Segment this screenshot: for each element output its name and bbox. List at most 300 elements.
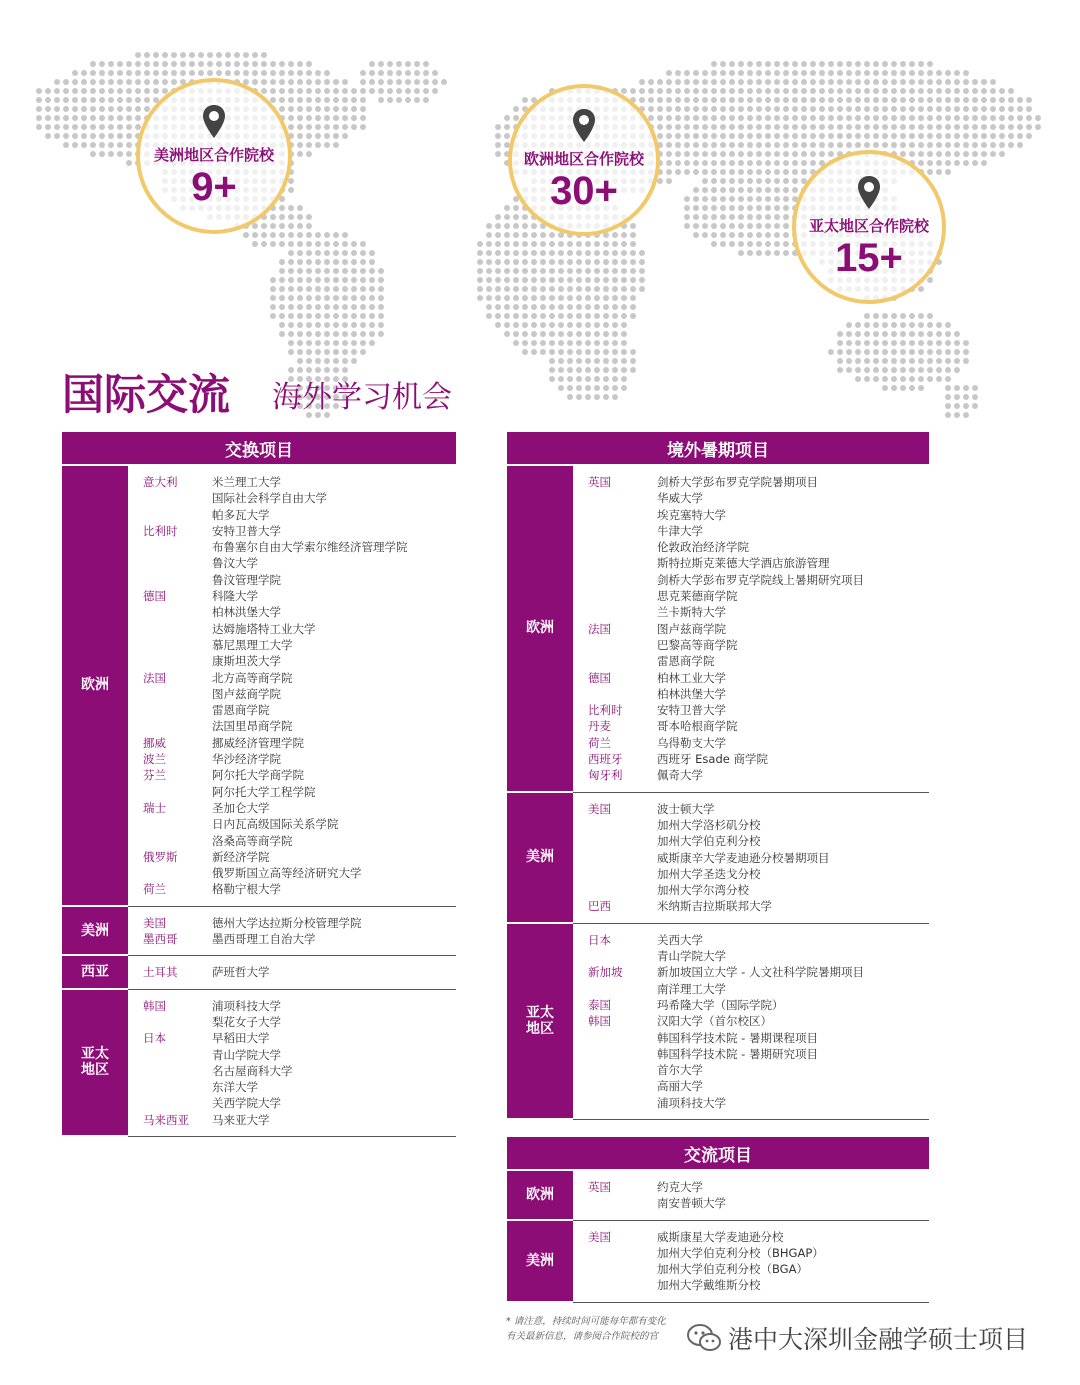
map-dot — [288, 214, 294, 220]
map-dot — [1008, 106, 1014, 112]
map-dot — [657, 124, 663, 130]
map-dot — [36, 106, 42, 112]
map-dot — [576, 340, 582, 346]
map-dot — [495, 232, 501, 238]
map-dot — [891, 124, 897, 130]
map-dot — [567, 259, 573, 265]
map-dot — [702, 169, 708, 175]
map-dot — [117, 115, 123, 121]
map-dot — [549, 295, 555, 301]
map-dot — [513, 322, 519, 328]
map-dot — [324, 304, 330, 310]
map-dot — [324, 124, 330, 130]
map-dot — [630, 250, 636, 256]
map-dot — [288, 97, 294, 103]
map-dot — [729, 61, 735, 67]
map-dot — [594, 322, 600, 328]
map-dot — [720, 214, 726, 220]
map-dot — [72, 106, 78, 112]
map-dot — [747, 79, 753, 85]
map-dot — [504, 133, 510, 139]
europe-partner-label: 欧洲地区合作院校 — [523, 149, 644, 168]
map-dot — [288, 61, 294, 67]
map-dot — [900, 70, 906, 76]
map-dot — [936, 97, 942, 103]
map-dot — [648, 79, 654, 85]
map-dot — [927, 358, 933, 364]
map-dot — [441, 79, 447, 85]
map-dot — [279, 88, 285, 94]
country-name: 德国 — [588, 670, 611, 685]
map-dot — [756, 70, 762, 76]
map-dot — [522, 259, 528, 265]
map-dot — [945, 358, 951, 364]
map-dot — [126, 88, 132, 94]
country-row — [128, 1030, 456, 1111]
map-dot — [36, 115, 42, 121]
map-dot — [90, 106, 96, 112]
map-dot — [927, 331, 933, 337]
map-dot — [774, 178, 780, 184]
map-dot — [747, 205, 753, 211]
map-dot — [954, 88, 960, 94]
map-dot — [477, 286, 483, 292]
map-dot — [117, 70, 123, 76]
map-dot — [315, 79, 321, 85]
map-dot — [774, 241, 780, 247]
map-dot — [675, 70, 681, 76]
map-dot — [612, 295, 618, 301]
map-dot — [531, 250, 537, 256]
map-dot — [531, 223, 537, 229]
school-list — [657, 964, 929, 997]
school-list — [657, 801, 929, 899]
map-dot — [324, 97, 330, 103]
map-dot — [405, 97, 411, 103]
map-dot — [279, 277, 285, 283]
map-dot — [882, 106, 888, 112]
school-list — [212, 474, 456, 523]
map-dot — [288, 205, 294, 211]
map-dot — [369, 340, 375, 346]
map-dot — [225, 70, 231, 76]
map-dot — [954, 133, 960, 139]
map-dot — [900, 322, 906, 328]
map-dot — [360, 259, 366, 265]
country-row — [573, 474, 929, 621]
map-dot — [873, 142, 879, 148]
map-dot — [774, 169, 780, 175]
map-dot — [873, 313, 879, 319]
map-dot — [702, 79, 708, 85]
map-dot — [594, 241, 600, 247]
map-dot — [729, 187, 735, 193]
map-dot — [810, 133, 816, 139]
map-dot — [756, 97, 762, 103]
map-dot — [900, 367, 906, 373]
map-dot — [333, 322, 339, 328]
country-row — [573, 898, 929, 914]
map-dot — [594, 304, 600, 310]
country-row — [128, 670, 456, 735]
map-dot — [54, 106, 60, 112]
map-dot — [423, 88, 429, 94]
school-name: 威斯康星大学麦迪逊分校 — [657, 1229, 784, 1244]
map-dot — [864, 313, 870, 319]
map-dot — [351, 331, 357, 337]
map-dot — [297, 115, 303, 121]
map-dot — [342, 313, 348, 319]
map-dot — [261, 232, 267, 238]
school-name: 伦敦政治经济学院 — [657, 540, 749, 555]
map-dot — [891, 70, 897, 76]
map-dot — [783, 61, 789, 67]
map-dot — [171, 52, 177, 58]
map-dot — [306, 268, 312, 274]
map-dot — [810, 79, 816, 85]
map-dot — [315, 133, 321, 139]
map-dot — [153, 61, 159, 67]
country-row — [573, 801, 929, 899]
map-dot — [72, 124, 78, 130]
map-dot — [333, 250, 339, 256]
map-dot — [117, 88, 123, 94]
map-dot — [864, 133, 870, 139]
map-dot — [693, 79, 699, 85]
map-dot — [351, 106, 357, 112]
map-dot — [351, 295, 357, 301]
map-dot — [693, 223, 699, 229]
map-dot — [72, 79, 78, 85]
map-dot — [693, 151, 699, 157]
school-name: 鲁汶大学 — [212, 556, 258, 571]
map-dot — [594, 340, 600, 346]
map-dot — [1035, 124, 1041, 130]
map-dot — [504, 268, 510, 274]
map-dot — [738, 214, 744, 220]
map-dot — [747, 187, 753, 193]
map-dot — [477, 250, 483, 256]
map-dot — [315, 349, 321, 355]
map-dot — [864, 61, 870, 67]
map-dot — [936, 115, 942, 121]
map-dot — [963, 412, 969, 418]
map-dot — [99, 70, 105, 76]
map-dot — [783, 133, 789, 139]
map-dot — [288, 313, 294, 319]
map-dot — [792, 115, 798, 121]
map-dot — [144, 52, 150, 58]
country-row — [573, 751, 929, 767]
map-dot — [288, 295, 294, 301]
map-dot — [981, 97, 987, 103]
map-dot — [630, 349, 636, 355]
country-name: 波兰 — [143, 752, 166, 767]
school-list — [212, 751, 456, 767]
map-dot — [711, 178, 717, 184]
map-dot — [333, 142, 339, 148]
map-dot — [837, 367, 843, 373]
map-dot — [900, 358, 906, 364]
map-dot — [675, 142, 681, 148]
map-dot — [630, 223, 636, 229]
map-dot — [909, 340, 915, 346]
map-dot — [666, 70, 672, 76]
school-name: 安特卫普大学 — [657, 703, 726, 718]
map-dot — [315, 250, 321, 256]
map-dot — [945, 169, 951, 175]
school-name: 安特卫普大学 — [212, 523, 281, 538]
school-name: 思克莱德商学院 — [657, 589, 738, 604]
map-dot — [774, 151, 780, 157]
map-dot — [1026, 133, 1032, 139]
school-name: 佩奇大学 — [657, 768, 703, 783]
map-dot — [306, 358, 312, 364]
school-name: 韩国科学技术院 - 暑期课程项目 — [657, 1030, 818, 1045]
map-dot — [711, 223, 717, 229]
school-list — [657, 997, 929, 1013]
map-dot — [306, 277, 312, 283]
map-dot — [711, 142, 717, 148]
map-dot — [513, 286, 519, 292]
map-dot — [684, 124, 690, 130]
map-dot — [711, 205, 717, 211]
map-dot — [558, 295, 564, 301]
map-dot — [594, 367, 600, 373]
map-dot — [315, 115, 321, 121]
map-dot — [612, 322, 618, 328]
map-dot — [900, 331, 906, 337]
map-dot — [549, 232, 555, 238]
map-dot — [288, 187, 294, 193]
map-dot — [270, 313, 276, 319]
map-dot — [675, 106, 681, 112]
map-dot — [405, 79, 411, 85]
school-name: 图卢兹商学院 — [212, 686, 281, 701]
map-dot — [1017, 115, 1023, 121]
map-dot — [522, 97, 528, 103]
map-dot — [765, 133, 771, 139]
map-dot — [297, 142, 303, 148]
map-dot — [495, 322, 501, 328]
map-dot — [612, 241, 618, 247]
map-dot — [108, 61, 114, 67]
map-dot — [567, 331, 573, 337]
school-name: 华沙经济学院 — [212, 752, 281, 767]
school-list — [657, 898, 929, 914]
map-dot — [54, 97, 60, 103]
map-dot — [747, 97, 753, 103]
map-dot — [486, 259, 492, 265]
map-dot — [891, 61, 897, 67]
map-dot — [414, 61, 420, 67]
map-dot — [585, 385, 591, 391]
map-dot — [693, 142, 699, 148]
school-name: 加州大学圣迭戈分校 — [657, 866, 761, 881]
map-dot — [945, 160, 951, 166]
map-dot — [333, 358, 339, 364]
map-dot — [954, 151, 960, 157]
map-dot — [360, 268, 366, 274]
map-dot — [774, 79, 780, 85]
map-dot — [666, 88, 672, 94]
map-dot — [900, 61, 906, 67]
map-dot — [522, 340, 528, 346]
map-dot — [540, 277, 546, 283]
map-dot — [729, 115, 735, 121]
map-dot — [900, 106, 906, 112]
map-dot — [837, 79, 843, 85]
map-dot — [936, 79, 942, 85]
map-dot — [603, 313, 609, 319]
map-dot — [117, 124, 123, 130]
map-dot — [1008, 124, 1014, 130]
map-dot — [81, 133, 87, 139]
map-dot — [594, 259, 600, 265]
map-dot — [945, 367, 951, 373]
map-dot — [342, 259, 348, 265]
school-list — [657, 932, 929, 965]
school-list — [212, 767, 456, 800]
map-dot — [261, 70, 267, 76]
map-dot — [333, 349, 339, 355]
map-dot — [432, 70, 438, 76]
school-name: 加州大学伯克利分校（BGA） — [657, 1262, 808, 1277]
map-dot — [747, 151, 753, 157]
map-dot — [927, 367, 933, 373]
map-dot — [792, 178, 798, 184]
map-dot — [693, 115, 699, 121]
school-name: 玛希隆大学（国际学院） — [657, 997, 784, 1012]
country-row — [573, 932, 929, 965]
map-dot — [621, 250, 627, 256]
map-dot — [693, 124, 699, 130]
map-dot — [927, 115, 933, 121]
map-dot — [333, 124, 339, 130]
map-dot — [306, 61, 312, 67]
map-dot — [72, 97, 78, 103]
map-dot — [45, 133, 51, 139]
school-name: 柏林工业大学 — [657, 670, 726, 685]
map-dot — [81, 106, 87, 112]
map-dot — [738, 205, 744, 211]
country-row — [128, 800, 456, 849]
map-dot — [540, 241, 546, 247]
map-dot — [117, 151, 123, 157]
country-name: 俄罗斯 — [143, 849, 178, 864]
map-dot — [558, 259, 564, 265]
country-row — [573, 1229, 929, 1294]
map-dot — [837, 61, 843, 67]
map-dot — [423, 79, 429, 85]
map-dot — [891, 115, 897, 121]
map-dot — [684, 106, 690, 112]
map-dot — [702, 160, 708, 166]
map-dot — [972, 142, 978, 148]
map-dot — [513, 277, 519, 283]
map-dot — [936, 124, 942, 130]
region-body — [573, 924, 929, 1120]
map-dot — [351, 304, 357, 310]
map-dot — [351, 88, 357, 94]
country-name: 挪威 — [143, 735, 166, 750]
map-dot — [684, 142, 690, 148]
map-dot — [333, 106, 339, 112]
map-dot — [306, 295, 312, 301]
map-dot — [126, 70, 132, 76]
map-dot — [540, 331, 546, 337]
map-dot — [324, 133, 330, 139]
map-dot — [702, 232, 708, 238]
map-dot — [936, 358, 942, 364]
map-dot — [945, 79, 951, 85]
map-dot — [297, 331, 303, 337]
map-dot — [549, 268, 555, 274]
map-dot — [279, 295, 285, 301]
map-dot — [513, 340, 519, 346]
map-dot — [702, 97, 708, 103]
map-dot — [324, 115, 330, 121]
map-dot — [495, 223, 501, 229]
map-dot — [585, 367, 591, 373]
map-dot — [414, 97, 420, 103]
map-dot — [765, 214, 771, 220]
map-dot — [576, 385, 582, 391]
map-dot — [666, 160, 672, 166]
map-dot — [792, 133, 798, 139]
region-group — [507, 793, 929, 924]
map-dot — [486, 286, 492, 292]
school-name: 哥本哈根商学院 — [657, 719, 738, 734]
map-dot — [684, 205, 690, 211]
school-name: 南安普顿大学 — [657, 1196, 726, 1211]
map-dot — [918, 124, 924, 130]
map-dot — [1026, 115, 1032, 121]
map-dot — [720, 88, 726, 94]
wechat-watermark-text: 港中大深圳金融学硕士项目 — [728, 1325, 1029, 1354]
map-dot — [783, 178, 789, 184]
map-dot — [612, 376, 618, 382]
map-dot — [747, 223, 753, 229]
map-dot — [729, 133, 735, 139]
map-dot — [702, 223, 708, 229]
map-dot — [342, 331, 348, 337]
map-dot — [540, 250, 546, 256]
map-dot — [288, 340, 294, 346]
map-dot — [693, 232, 699, 238]
map-dot — [135, 70, 141, 76]
map-dot — [657, 133, 663, 139]
map-dot — [360, 295, 366, 301]
map-dot — [297, 70, 303, 76]
map-dot — [603, 394, 609, 400]
map-dot — [207, 61, 213, 67]
map-dot — [603, 376, 609, 382]
map-dot — [558, 367, 564, 373]
map-dot — [720, 106, 726, 112]
map-dot — [333, 133, 339, 139]
map-dot — [531, 268, 537, 274]
map-dot — [828, 61, 834, 67]
map-dot — [918, 70, 924, 76]
map-dot — [369, 304, 375, 310]
map-dot — [954, 403, 960, 409]
map-dot — [756, 223, 762, 229]
map-dot — [927, 124, 933, 130]
map-dot — [171, 61, 177, 67]
map-dot — [900, 313, 906, 319]
map-dot — [666, 106, 672, 112]
